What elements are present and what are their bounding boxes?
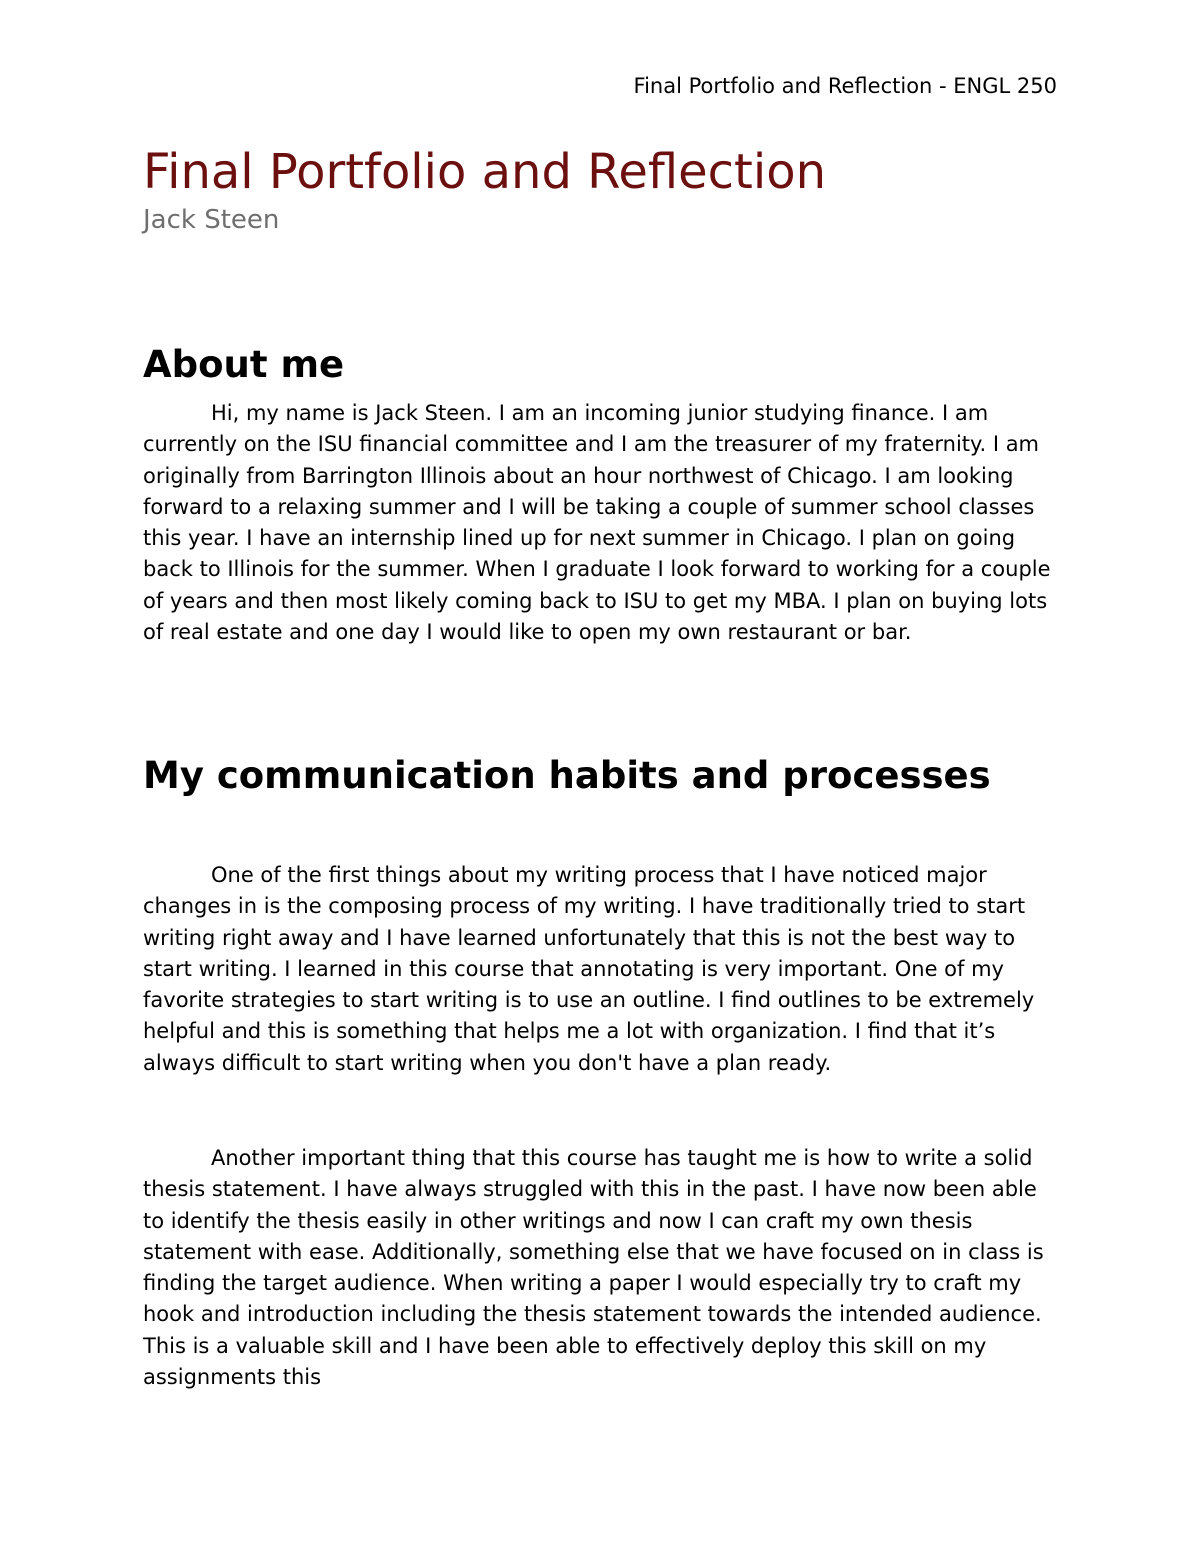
section-heading-communication-habits: My communication habits and processes: [143, 754, 991, 797]
title-block: [143, 142, 826, 238]
document-author: Jack Steen: [143, 205, 280, 235]
document-title: Final Portfolio and Reflection: [143, 144, 826, 200]
running-header: Final Portfolio and Reflection - ENGL 250: [633, 74, 1057, 98]
communication-paragraph-1: One of the first things about my writing process that I have noticed major changes in is the composing process of my writing. I have traditionally tried to start writing right away and I have learned unfortunately that this is not the best way to start writing. I learned in this course that annotating is very important. One of my favorite strategies to start writing is to use an outline. I find outlines to be extremely helpful and this is something that helps me a lot with organization. I find that it’s always difficult to start writing when you don't have a plan ready.: [143, 863, 1035, 1075]
section-heading-about-me: About me: [143, 343, 345, 386]
communication-paragraph-2: Another important thing that this course has taught me is how to write a solid thesis statement. I have always struggled with this in the past. I have now been able to identify the thesis easily in other writings and now I can craft my own thesis statement with ease. Additionally, something else that we have focused on in class is finding the target audience. When writing a paper I would especially try to craft my hook and introduction including the thesis statement towards the intended audience. This is a valuable skill and I have been able to effectively deploy this skill on my assignments this: [143, 1146, 1044, 1390]
about-me-paragraph: Hi, my name is Jack Steen. I am an incoming junior studying finance. I am currently on the ISU financial committee and I am the treasurer of my fraternity. I am originally from Barrington Illinois about an hour northwest of Chicago. I am looking forward to a relaxing summer and I will be taking a couple of summer school classes this year. I have an internship lined up for next summer in Chicago. I plan on going back to Illinois for the summer. When I graduate I look forward to working for a couple of years and then most likely coming back to ISU to get my MBA. I plan on buying lots of real estate and one day I would like to open my own restaurant or bar.: [143, 401, 1051, 645]
